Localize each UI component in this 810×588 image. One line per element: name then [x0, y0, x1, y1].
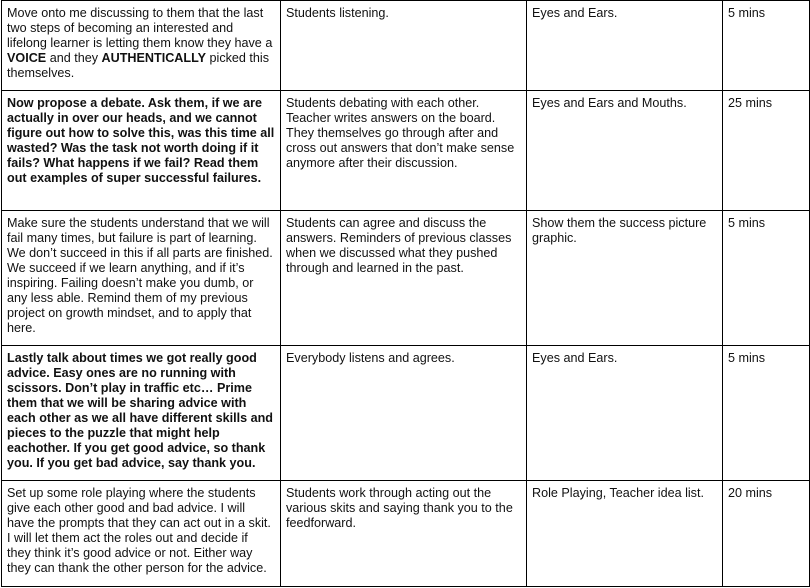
table-row	[2, 346, 810, 481]
time-cell: 20 mins	[723, 481, 810, 587]
senses-cell: Eyes and Ears and Mouths.	[527, 91, 723, 211]
students-cell: Students debating with each other. Teacher writes answers on the board. They themselves go through after and cross out answers that don’t make sense anymore after their discussion.	[281, 91, 527, 211]
senses-cell: Eyes and Ears.	[527, 1, 723, 91]
table-row	[2, 1, 810, 91]
activity-cell	[2, 1, 281, 91]
activity-text: picked this themselves.	[7, 51, 270, 80]
time-cell: 25 mins	[723, 91, 810, 211]
time-cell: 5 mins	[723, 211, 810, 346]
senses-cell: Show them the success picture graphic.	[527, 211, 723, 346]
lesson-plan-table	[1, 0, 810, 587]
students-cell: Everybody listens and agrees.	[281, 346, 527, 481]
emphasized-text: Now propose a debate. Ask them, if we are actually in over our heads, and we cannot figure out how to solve this, was this time all wasted? Was the task not worth doing if it fails? What happens if we fail? Read them out examples of super successful failures.	[7, 96, 275, 185]
table-row	[2, 481, 810, 587]
activity-text: and they	[46, 51, 102, 65]
table-row	[2, 211, 810, 346]
students-cell: Students work through acting out the various skits and saying thank you to the feedforward.	[281, 481, 527, 587]
activity-cell	[2, 346, 281, 481]
activity-cell	[2, 91, 281, 211]
table-row	[2, 91, 810, 211]
emphasized-text: VOICE	[7, 51, 47, 65]
students-cell: Students can agree and discuss the answers. Reminders of previous classes when we discussed what they pushed through and learned in the past.	[281, 211, 527, 346]
time-cell: 5 mins	[723, 346, 810, 481]
activity-cell	[2, 481, 281, 587]
activity-text: Make sure the students understand that we will fail many times, but failure is part of learning. We don’t succeed in this if all parts are finished. We succeed if we learn anything, and if it’s inspiring. Failing doesn’t make you dumb, or any less able. Remind them of my previous project on growth mindset, and to apply that here.	[7, 216, 273, 335]
activity-text: Move onto me discussing to them that the last two steps of becoming an interested and lifelong learner is letting them know they have a	[7, 6, 273, 50]
activity-cell	[2, 211, 281, 346]
activity-text: Set up some role playing where the students give each other good and bad advice. I will have the prompts that they can act out in a skit. I will let them act the roles out and decide if they think it’s good advice or not. Either way they can thank the other person for the advice.	[7, 486, 271, 575]
senses-cell: Role Playing, Teacher idea list.	[527, 481, 723, 587]
emphasized-text: AUTHENTICALLY	[101, 51, 207, 65]
time-cell: 5 mins	[723, 1, 810, 91]
emphasized-text: Lastly talk about times we got really good advice. Easy ones are no running with scissors. Don’t play in traffic etc… Prime them that we will be sharing advice with each other as we all have different skills and pieces to the puzzle that might help eachother. If you get good advice, so thank you. If you get bad advice, say thank you.	[7, 351, 273, 470]
students-cell: Students listening.	[281, 1, 527, 91]
senses-cell: Eyes and Ears.	[527, 346, 723, 481]
